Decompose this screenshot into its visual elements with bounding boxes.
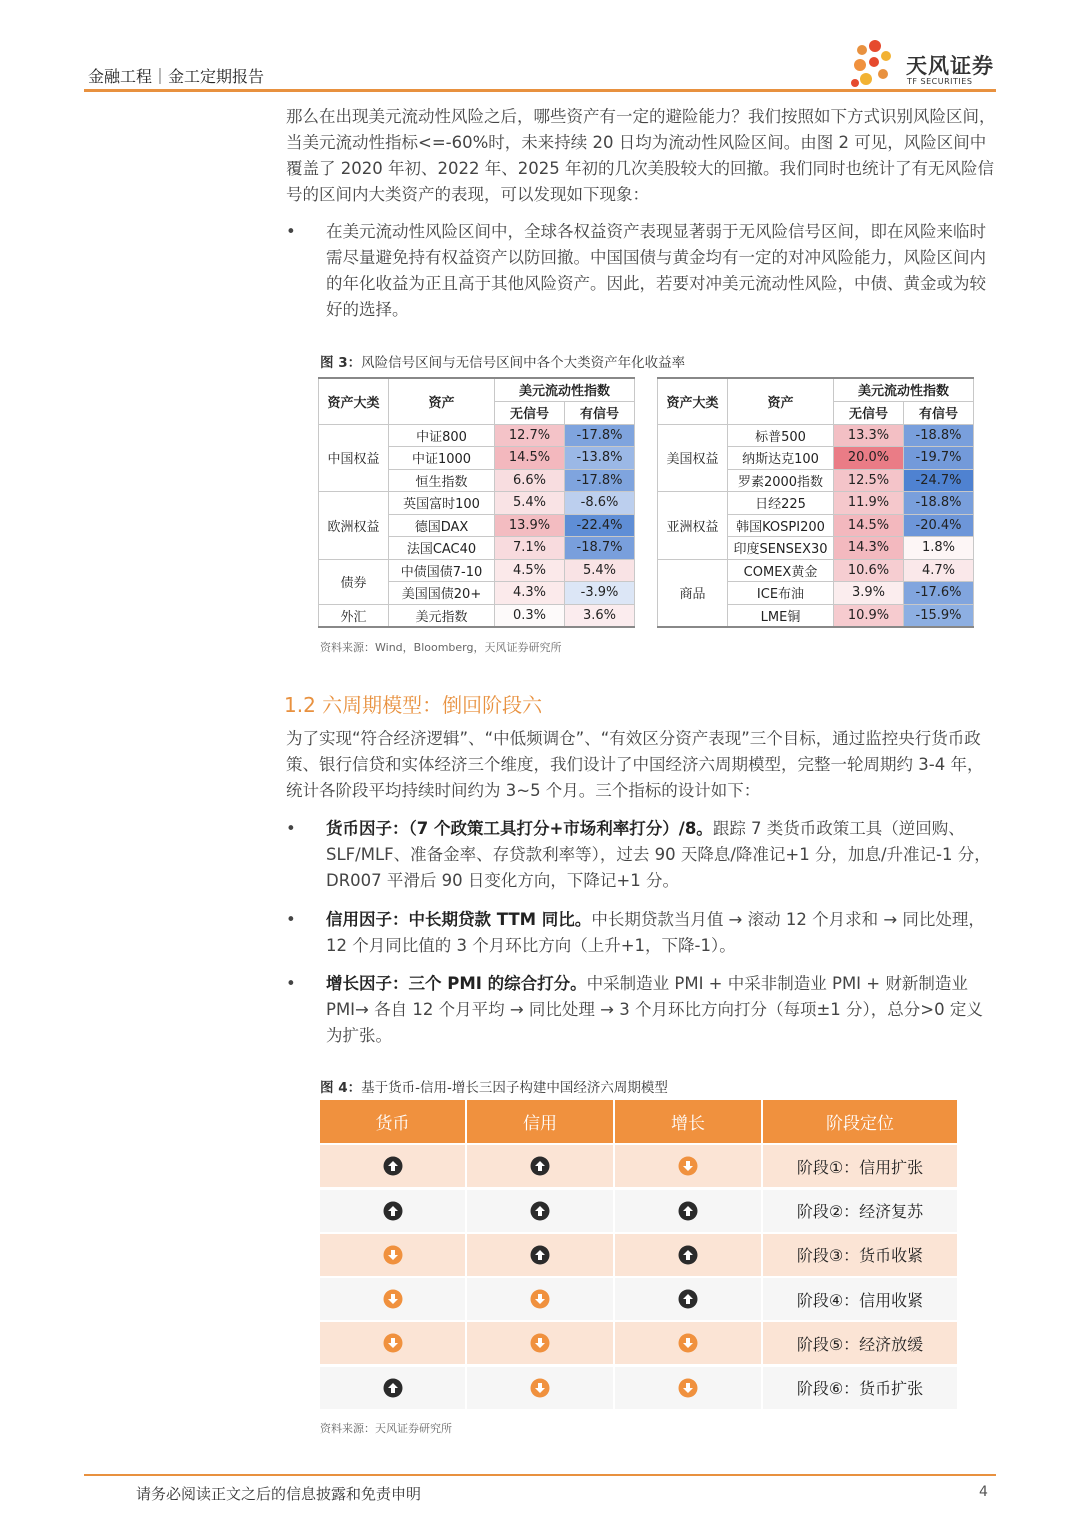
asset-class-cell: 亚洲权益 <box>658 492 728 560</box>
asset-return-table-left <box>318 377 635 628</box>
credit-direction-cell <box>467 1367 615 1409</box>
credit-direction-cell <box>467 1234 615 1276</box>
bullet-item <box>286 219 998 323</box>
footer-divider <box>84 1474 996 1476</box>
arrow-up-icon <box>678 1201 698 1221</box>
asset-name-cell: 美元指数 <box>389 604 495 627</box>
signal-return-cell: -22.4% <box>565 514 635 537</box>
money-direction-cell <box>320 1145 467 1187</box>
growth-direction-cell <box>615 1145 763 1187</box>
money-direction-cell <box>320 1190 467 1232</box>
bullet-text: 在美元流动性风险区间中，全球各权益资产表现显著弱于无风险信号区间，即在风险来临时需尽量避免持有权益资产以防回撤。中国国债与黄金均有一定的对冲风险能力，风险区间内的年化收益为正且高于其他风险资产。因此，若要对冲美元流动性风险，中债、黄金或为较好的选择。 <box>326 222 986 319</box>
signal-return-cell: -3.9% <box>565 582 635 605</box>
table-row <box>320 1234 957 1276</box>
arrow-down-icon <box>383 1333 403 1353</box>
no-signal-return-cell: 20.0% <box>834 447 904 470</box>
intro-paragraph: 那么在出现美元流动性风险之后，哪些资产有一定的避险能力？我们按照如下方式识别风险区间，当美元流动性指标<=-60%时，未来持续 20 日均为流动性风险区间。由图 2 可见，风险区间中覆盖了 2020 年初、2022 年、2025 年初的几次美股较大的回撤。我们同时也统计了有无风险信号的区间内大类资产的表现，可以发现如下现象： <box>286 107 996 204</box>
table-row <box>658 492 974 515</box>
asset-name-cell: 中证800 <box>389 424 495 447</box>
no-signal-return-cell: 0.3% <box>495 604 565 627</box>
arrow-down-icon <box>383 1289 403 1309</box>
no-signal-return-cell: 14.5% <box>495 447 565 470</box>
stage-label: 阶段⑥：货币扩张 <box>796 1379 924 1399</box>
footer-disclaimer: 请务必阅读正文之后的信息披露和免责申明 <box>136 1485 422 1503</box>
asset-name-cell: 印度SENSEX30 <box>728 537 834 560</box>
col-header-asset: 资产 <box>389 378 495 424</box>
signal-return-cell: -17.8% <box>565 424 635 447</box>
growth-direction-cell <box>615 1278 763 1320</box>
asset-class-cell: 商品 <box>658 559 728 627</box>
arrow-up-icon <box>678 1245 698 1265</box>
arrow-up-icon <box>530 1156 550 1176</box>
growth-direction-cell <box>615 1190 763 1232</box>
growth-direction-cell <box>615 1234 763 1276</box>
asset-name-cell: 中债国债7-10 <box>389 559 495 582</box>
six-cycle-table <box>320 1100 957 1409</box>
arrow-down-icon <box>678 1333 698 1353</box>
col-header-signal: 有信号 <box>904 401 974 424</box>
asset-name-cell: 英国富时100 <box>389 492 495 515</box>
signal-return-cell: 3.6% <box>565 604 635 627</box>
signal-return-cell: 5.4% <box>565 559 635 582</box>
stage-label: 阶段④：信用收紧 <box>796 1290 924 1310</box>
figure-4-source: 资料来源：天风证券研究所 <box>320 1422 452 1435</box>
asset-name-cell: ICE布油 <box>728 582 834 605</box>
bullet-item <box>286 971 998 1049</box>
arrow-up-icon <box>530 1201 550 1221</box>
col-header-asset: 资产 <box>728 378 834 424</box>
figure-3-source: 资料来源：Wind，Bloomberg，天风证券研究所 <box>320 641 562 654</box>
arrow-down-icon <box>383 1245 403 1265</box>
table-row <box>320 1278 957 1320</box>
bullet-dot: • <box>286 974 296 993</box>
asset-class-cell: 外汇 <box>319 604 389 627</box>
header-money: 货币 <box>320 1100 467 1143</box>
bullet-dot: • <box>286 910 296 929</box>
header-breadcrumb: 金融工程｜金工定期报告 <box>88 67 265 86</box>
no-signal-return-cell: 12.5% <box>834 469 904 492</box>
col-header-class: 资产大类 <box>319 378 389 424</box>
growth-direction-cell <box>615 1367 763 1409</box>
table-row <box>319 424 635 447</box>
credit-direction-cell <box>467 1190 615 1232</box>
signal-return-cell: -17.6% <box>904 582 974 605</box>
stage-label: 阶段②：经济复苏 <box>796 1202 924 1222</box>
asset-class-cell: 债券 <box>319 559 389 604</box>
bullet-item <box>286 816 998 894</box>
signal-return-cell: -18.8% <box>904 492 974 515</box>
header-divider <box>84 89 996 92</box>
money-direction-cell <box>320 1234 467 1276</box>
asset-name-cell: LME铜 <box>728 604 834 627</box>
arrow-down-icon <box>530 1333 550 1353</box>
asset-name-cell: 标普500 <box>728 424 834 447</box>
asset-class-cell: 美国权益 <box>658 424 728 492</box>
signal-return-cell: -20.4% <box>904 514 974 537</box>
table-row <box>658 559 974 582</box>
table-row <box>658 424 974 447</box>
logo-text: 天风证券 <box>906 54 994 78</box>
asset-name-cell: 法国CAC40 <box>389 537 495 560</box>
no-signal-return-cell: 6.6% <box>495 469 565 492</box>
stage-label: 阶段⑤：经济放缓 <box>796 1334 924 1354</box>
no-signal-return-cell: 13.9% <box>495 514 565 537</box>
stage-label: 阶段③：货币收紧 <box>796 1246 924 1266</box>
section-paragraph: 为了实现“符合经济逻辑”、“中低频调仓”、“有效区分资产表现”三个目标，通过监控央行货币政策、银行信贷和实体经济三个维度，我们设计了中国经济六周期模型，完整一轮周期约 3-4 年，统计各阶段平均持续时间约为 3~5 个月。三个指标的设计如下： <box>286 729 984 800</box>
figure-4-title: 图 4：基于货币-信用-增长三因子构建中国经济六周期模型 <box>320 1080 668 1096</box>
asset-name-cell: 日经225 <box>728 492 834 515</box>
no-signal-return-cell: 11.9% <box>834 492 904 515</box>
stage-label: 阶段①：信用扩张 <box>796 1157 924 1177</box>
table-row <box>319 492 635 515</box>
no-signal-return-cell: 5.4% <box>495 492 565 515</box>
no-signal-return-cell: 13.3% <box>834 424 904 447</box>
signal-return-cell: -15.9% <box>904 604 974 627</box>
arrow-down-icon <box>678 1378 698 1398</box>
col-header-no-signal: 无信号 <box>834 401 904 424</box>
asset-class-cell: 欧洲权益 <box>319 492 389 560</box>
arrow-up-icon <box>383 1156 403 1176</box>
asset-name-cell: 美国国债20+ <box>389 582 495 605</box>
signal-return-cell: -8.6% <box>565 492 635 515</box>
arrow-up-icon <box>383 1378 403 1398</box>
no-signal-return-cell: 4.3% <box>495 582 565 605</box>
signal-return-cell: 1.8% <box>904 537 974 560</box>
signal-return-cell: -19.7% <box>904 447 974 470</box>
bullet-item <box>286 907 998 959</box>
six-cycle-table-header <box>320 1100 957 1143</box>
section-title: 1.2 六周期模型：倒回阶段六 <box>284 693 543 717</box>
header-stage: 阶段定位 <box>826 1114 894 1134</box>
asset-name-cell: 罗素2000指数 <box>728 469 834 492</box>
signal-return-cell: -18.8% <box>904 424 974 447</box>
table-row <box>320 1322 957 1364</box>
signal-return-cell: -18.7% <box>565 537 635 560</box>
credit-direction-cell <box>467 1278 615 1320</box>
asset-name-cell: 德国DAX <box>389 514 495 537</box>
money-direction-cell <box>320 1278 467 1320</box>
table-row <box>319 604 635 627</box>
no-signal-return-cell: 3.9% <box>834 582 904 605</box>
no-signal-return-cell: 10.6% <box>834 559 904 582</box>
header-credit: 信用 <box>467 1100 615 1143</box>
table-row <box>319 559 635 582</box>
signal-return-cell: -13.8% <box>565 447 635 470</box>
bullet-text: 货币因子：（7 个政策工具打分+市场利率打分）/8。跟踪 7 类货币政策工具（逆回购、SLF/MLF、准备金率、存贷款利率等），过去 90 天降息/降准记+1 分，加息/升准记-1 分，DR007 平滑后 90 日变化方向，下降记+1 分。 <box>326 819 991 890</box>
asset-return-table-right <box>657 377 974 628</box>
page-number: 4 <box>979 1484 988 1500</box>
no-signal-return-cell: 14.5% <box>834 514 904 537</box>
bullet-text: 信用因子：中长期贷款 TTM 同比。中长期贷款当月值 → 滚动 12 个月求和 → 同比处理，12 个月同比值的 3 个月环比方向（上升+1，下降-1）。 <box>326 910 985 955</box>
col-header-index: 美元流动性指数 <box>834 378 974 401</box>
signal-return-cell: -17.8% <box>565 469 635 492</box>
signal-return-cell: 4.7% <box>904 559 974 582</box>
arrow-up-icon <box>530 1245 550 1265</box>
header-growth: 增长 <box>615 1100 763 1143</box>
table-row <box>320 1145 957 1187</box>
signal-return-cell: -24.7% <box>904 469 974 492</box>
no-signal-return-cell: 10.9% <box>834 604 904 627</box>
bullet-text: 增长因子：三个 PMI 的综合打分。中采制造业 PMI + 中采非制造业 PMI + 财新制造业 PMI→ 各自 12 个月平均 → 同比处理 → 3 个月环比方向打分（每项±1 分），总分>0 定义为扩张。 <box>326 974 983 1045</box>
figure-3-title: 图 3：风险信号区间与无信号区间中各个大类资产年化收益率 <box>320 355 686 371</box>
asset-name-cell: 中证1000 <box>389 447 495 470</box>
asset-name-cell: 纳斯达克100 <box>728 447 834 470</box>
asset-name-cell: 韩国KOSPI200 <box>728 514 834 537</box>
arrow-down-icon <box>530 1378 550 1398</box>
col-header-no-signal: 无信号 <box>495 401 565 424</box>
col-header-class: 资产大类 <box>658 378 728 424</box>
asset-name-cell: COMEX黄金 <box>728 559 834 582</box>
credit-direction-cell <box>467 1322 615 1364</box>
bullet-dot: • <box>286 222 296 241</box>
col-header-signal: 有信号 <box>565 401 635 424</box>
no-signal-return-cell: 14.3% <box>834 537 904 560</box>
no-signal-return-cell: 12.7% <box>495 424 565 447</box>
table-row <box>320 1367 957 1409</box>
arrow-up-icon <box>383 1201 403 1221</box>
asset-name-cell: 恒生指数 <box>389 469 495 492</box>
logo-text-en: TF SECURITIES <box>907 77 973 86</box>
money-direction-cell <box>320 1322 467 1364</box>
col-header-index: 美元流动性指数 <box>495 378 635 401</box>
credit-direction-cell <box>467 1145 615 1187</box>
asset-class-cell: 中国权益 <box>319 424 389 492</box>
money-direction-cell <box>320 1367 467 1409</box>
no-signal-return-cell: 4.5% <box>495 559 565 582</box>
arrow-down-icon <box>530 1289 550 1309</box>
bullet-dot: • <box>286 819 296 838</box>
arrow-down-icon <box>678 1156 698 1176</box>
growth-direction-cell <box>615 1322 763 1364</box>
arrow-up-icon <box>678 1289 698 1309</box>
table-row <box>320 1190 957 1232</box>
no-signal-return-cell: 7.1% <box>495 537 565 560</box>
